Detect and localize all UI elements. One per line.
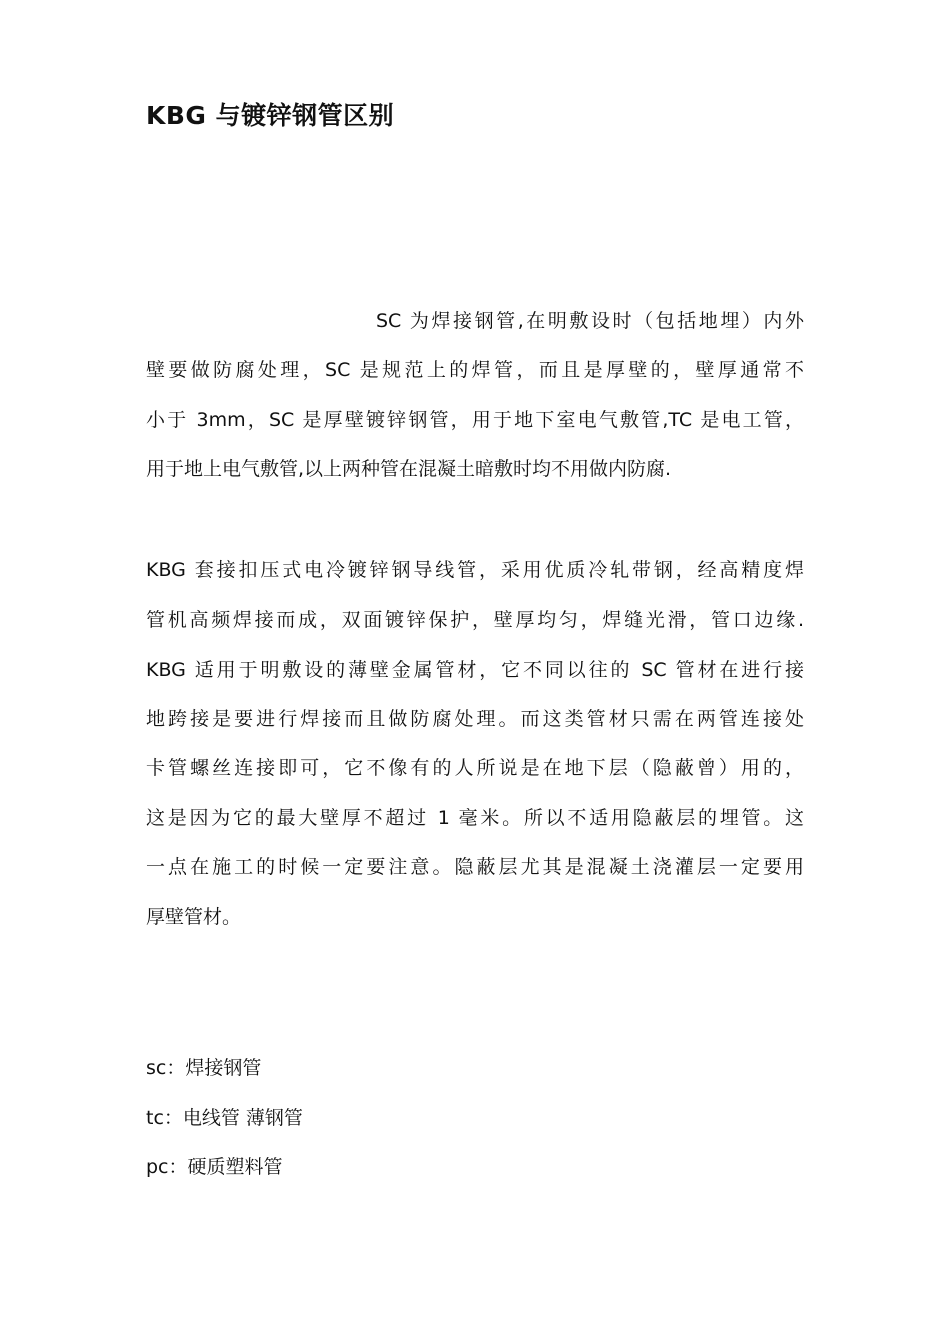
paragraph-1-line-2: 壁要做防腐处理，SC 是规范上的焊管，而且是厚壁的，壁厚通常不 bbox=[146, 359, 804, 381]
definition-tc: tc：电线管 薄钢管 bbox=[146, 1107, 303, 1129]
definition-sc: sc：焊接钢管 bbox=[146, 1057, 262, 1079]
paragraph-2-line-6: 这是因为它的最大壁厚不超过 1 毫米。所以不适用隐蔽层的埋管。这 bbox=[146, 807, 804, 829]
paragraph-2-line-5: 卡管螺丝连接即可，它不像有的人所说是在地下层（隐蔽曾）用的， bbox=[146, 757, 804, 779]
paragraph-2-line-2: 管机高频焊接而成，双面镀锌保护，壁厚均匀，焊缝光滑，管口边缘. bbox=[146, 609, 804, 631]
paragraph-1-line-1: SC 为焊接钢管,在明敷设时（包括地埋）内外 bbox=[376, 310, 804, 332]
paragraph-2-line-8: 厚壁管材。 bbox=[146, 906, 242, 928]
definition-pc: pc：硬质塑料管 bbox=[146, 1156, 283, 1178]
document-title: KBG 与镀锌钢管区别 bbox=[146, 101, 395, 130]
paragraph-1-line-3: 小于 3mm，SC 是厚壁镀锌钢管，用于地下室电气敷管,TC 是电工管， bbox=[146, 409, 804, 431]
paragraph-1-line-4: 用于地上电气敷管,以上两种管在混凝土暗敷时均不用做内防腐. bbox=[146, 458, 672, 480]
paragraph-2-line-1: KBG 套接扣压式电冷镀锌钢导线管，采用优质冷轧带钢，经高精度焊 bbox=[146, 559, 804, 581]
paragraph-2-line-4: 地跨接是要进行焊接而且做防腐处理。而这类管材只需在两管连接处 bbox=[146, 708, 804, 730]
paragraph-2-line-3: KBG 适用于明敷设的薄壁金属管材，它不同以往的 SC 管材在进行接 bbox=[146, 659, 804, 681]
paragraph-2-line-7: 一点在施工的时候一定要注意。隐蔽层尤其是混凝土浇灌层一定要用 bbox=[146, 856, 804, 878]
